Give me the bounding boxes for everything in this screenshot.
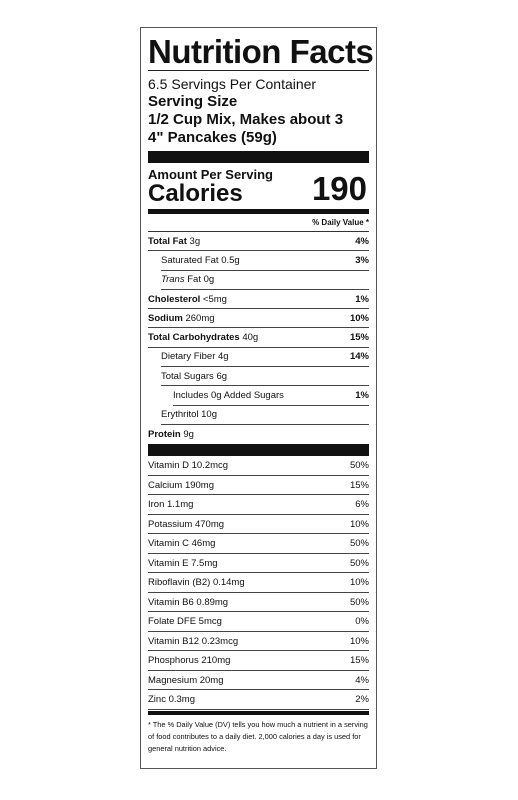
nutrient-amount: <5mg — [202, 293, 227, 305]
vitamin-row — [148, 632, 369, 652]
vitamin-row — [148, 495, 369, 515]
servings-per-container: 6.5 Servings Per Container — [148, 76, 317, 92]
calories-section — [148, 163, 369, 209]
vitamin-dv: 15% — [349, 655, 369, 667]
vitamin-dv: 0% — [355, 616, 369, 628]
vitamin-dv: 10% — [349, 518, 369, 530]
nutrient-row-added-sugars — [173, 386, 369, 405]
vitamin-dv: 50% — [349, 460, 369, 472]
vitamin-row — [148, 651, 369, 671]
nutrient-row-cholesterol — [148, 290, 369, 309]
vitamin-row — [148, 554, 369, 574]
nutrient-amount: 6g — [216, 370, 228, 382]
vitamin-dv: 50% — [349, 538, 369, 550]
vitamin-dv: 2% — [355, 694, 369, 706]
nutrient-name: Erythritol — [161, 409, 199, 421]
nutrient-dv: 14% — [349, 351, 369, 363]
nutrition-facts-label — [140, 27, 377, 769]
vitamin-name: Vitamin D 10.2mcg — [148, 460, 229, 472]
vitamin-mineral-list — [148, 456, 369, 710]
vitamin-name: Vitamin E 7.5mg — [148, 557, 218, 569]
vitamin-name: Calcium 190mg — [148, 479, 214, 491]
vitamin-row — [148, 612, 369, 632]
vitamin-name: Magnesium 20mg — [148, 674, 224, 686]
thick-divider — [148, 151, 369, 163]
nutrient-amount: 0.5g — [221, 254, 240, 266]
vitamin-row — [148, 573, 369, 593]
nutrient-name: Trans — [161, 274, 185, 286]
vitamin-name: Folate DFE 5mcg — [148, 616, 222, 628]
nutrient-dv: 4% — [355, 235, 369, 247]
nutrient-name: Protein — [148, 429, 181, 441]
nutrient-amount: Fat 0g — [187, 274, 215, 286]
vitamin-dv: 10% — [349, 577, 369, 589]
nutrient-row-saturated-fat — [161, 251, 369, 270]
calories-label: Calories — [148, 180, 243, 207]
thick-divider — [148, 444, 369, 456]
vitamin-name: Phosphorus 210mg — [148, 655, 231, 667]
serving-size-line-1: 1/2 Cup Mix, Makes about 3 — [148, 111, 344, 128]
amount-per-serving: Amount Per Serving — [148, 167, 273, 182]
nutrient-dv: 1% — [355, 293, 369, 305]
vitamin-row — [148, 534, 369, 554]
nutrient-dv: 1% — [355, 390, 369, 402]
nutrient-amount: 9g — [183, 429, 194, 441]
nutrient-row-total-carbohydrates — [148, 328, 369, 347]
calories-value: 190 — [311, 170, 367, 207]
vitamin-dv: 6% — [355, 499, 369, 511]
medium-divider — [148, 711, 369, 715]
divider — [148, 70, 369, 71]
nutrient-amount: 40g — [242, 332, 259, 344]
nutrient-row-erythritol — [161, 406, 369, 425]
nutrient-row-protein — [148, 425, 369, 444]
nutrient-row-total-fat — [148, 232, 369, 251]
vitamin-row — [148, 476, 369, 496]
vitamin-row — [148, 690, 369, 710]
nutrient-name: Dietary Fiber — [161, 351, 216, 363]
vitamin-name: Iron 1.1mg — [148, 499, 194, 511]
nutrient-name: Total Fat — [148, 235, 187, 247]
vitamin-dv: 10% — [349, 635, 369, 647]
vitamin-row — [148, 456, 369, 476]
vitamin-dv: 50% — [349, 596, 369, 608]
serving-size-line-2: 4" Pancakes (59g) — [148, 129, 277, 146]
nutrient-amount: 10g — [201, 409, 217, 421]
nutrient-row-total-sugars — [161, 367, 369, 386]
nutrient-name: Includes 0g Added Sugars — [173, 390, 284, 402]
nutrient-amount: 260mg — [185, 312, 215, 324]
nutrient-name: Cholesterol — [148, 293, 201, 305]
vitamin-dv: 4% — [355, 674, 369, 686]
vitamin-name: Zinc 0.3mg — [148, 694, 195, 706]
nutrient-amount: 4g — [218, 351, 229, 363]
vitamin-row — [148, 593, 369, 613]
nutrient-dv: 15% — [349, 332, 369, 344]
vitamin-name: Vitamin B6 0.89mg — [148, 596, 229, 608]
vitamin-row — [148, 671, 369, 691]
nutrient-name: Sodium — [148, 312, 183, 324]
nutrient-name: Total Sugars — [161, 370, 214, 382]
nutrient-name: Total Carbohydrates — [148, 332, 240, 344]
vitamin-row — [148, 515, 369, 535]
nutrient-dv: 3% — [355, 254, 369, 266]
daily-value-header: % Daily Value * — [148, 214, 369, 232]
nutrient-name: Saturated Fat — [161, 254, 219, 266]
nutrient-row-trans-fat — [161, 271, 369, 290]
vitamin-name: Riboflavin (B2) 0.14mg — [148, 577, 245, 589]
label-title: Nutrition Facts — [148, 33, 374, 70]
vitamin-dv: 15% — [349, 479, 369, 491]
vitamin-name: Potassium 470mg — [148, 518, 225, 530]
nutrient-amount: 3g — [189, 235, 201, 247]
nutrient-row-dietary-fiber — [161, 348, 369, 367]
footnote: * The % Daily Value (DV) tells you how much a nutrient in a serving of food contributes to a daily diet. 2,000 calories a day is used for general nutrition advice. — [148, 719, 368, 753]
vitamin-dv: 50% — [349, 557, 369, 569]
nutrient-row-sodium — [148, 309, 369, 328]
serving-size-label: Serving Size — [148, 93, 238, 110]
vitamin-name: Vitamin C 46mg — [148, 538, 216, 550]
vitamin-name: Vitamin B12 0.23mcg — [148, 635, 239, 647]
nutrient-dv: 10% — [349, 312, 369, 324]
